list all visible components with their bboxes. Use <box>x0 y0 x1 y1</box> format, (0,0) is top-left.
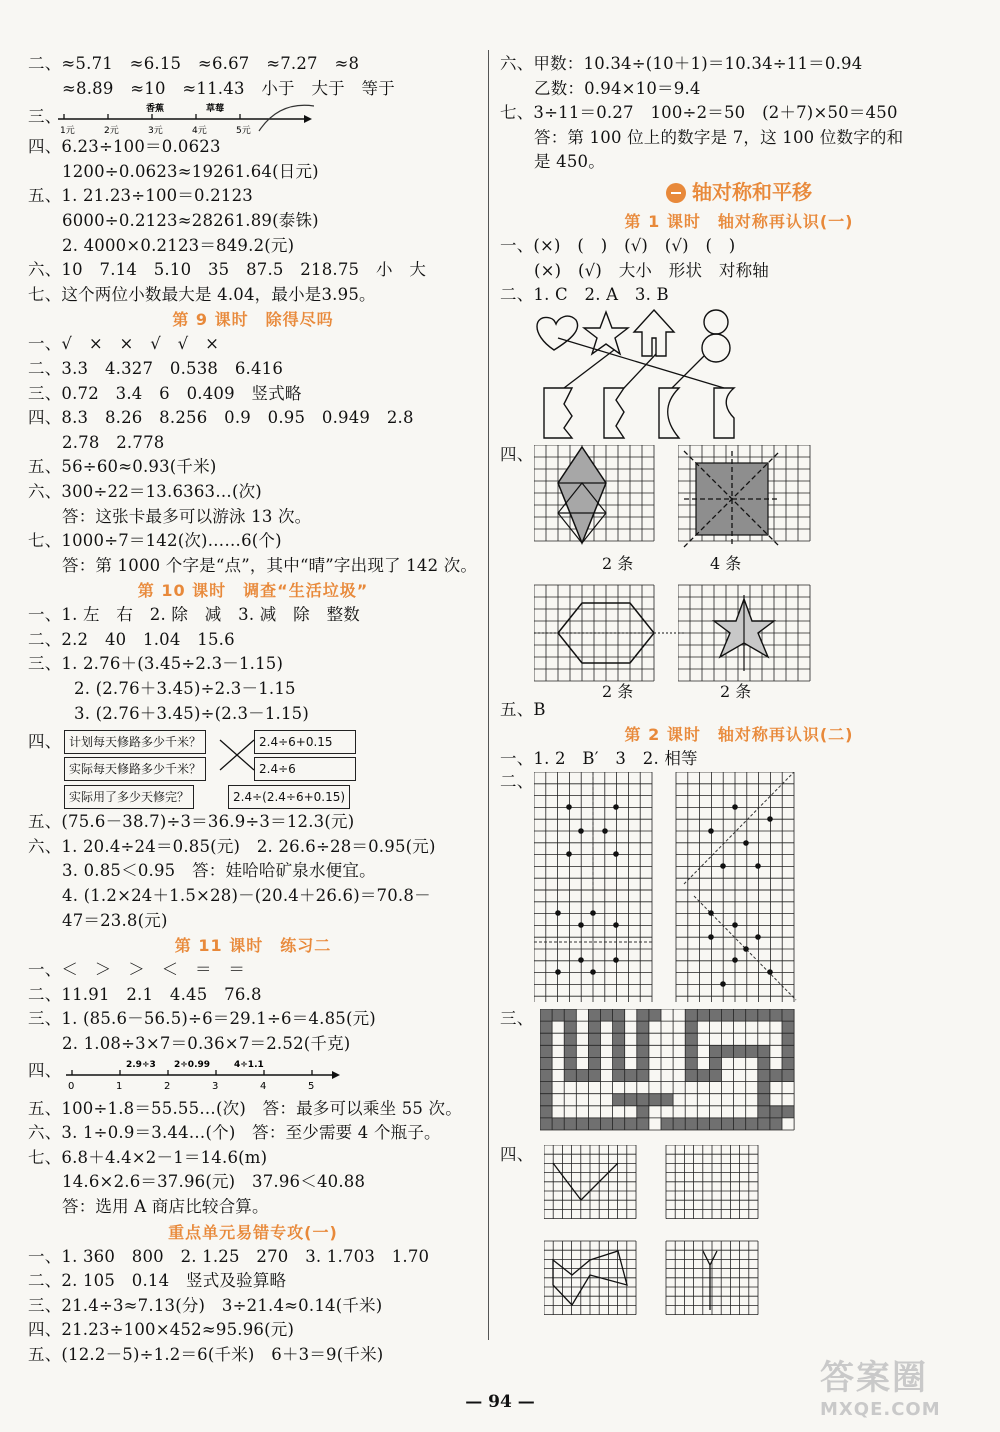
shaded-cell <box>661 1094 673 1106</box>
shaded-cell <box>782 1009 794 1021</box>
question-prefix: 三、 <box>500 1008 534 1028</box>
shaded-cell <box>673 1118 685 1130</box>
answer-line: 四、21.23÷100×452≈95.96(元) <box>28 1320 295 1340</box>
answer-line: 七、6.8＋4.4×2－1＝14.6(m) <box>28 1147 268 1167</box>
symmetry-dot-grids <box>500 772 978 1007</box>
answer-line: 1200÷0.0623≈19261.64(日元) <box>62 161 319 181</box>
answer-line: 3. 0.85＜0.95 答：娃哈哈矿泉水便宜。 <box>62 861 376 881</box>
shaded-cell <box>758 1094 770 1106</box>
shaded-cell <box>709 1057 721 1069</box>
shaded-cell <box>758 1082 770 1094</box>
answer-line: 三、1. (85.6－56.5)÷6＝29.1÷6＝4.85(元) <box>28 1009 376 1029</box>
answer-line: (×) (√) 大小 形状 对称轴 <box>534 260 769 280</box>
shaded-cell <box>552 1009 564 1021</box>
watermark-logo: 答案圈 <box>820 1358 928 1398</box>
shaded-cell <box>637 1094 649 1106</box>
shaded-cell <box>564 1057 576 1069</box>
shaded-cell <box>637 1106 649 1118</box>
left-column <box>28 52 478 1368</box>
shaded-cell <box>588 1057 600 1069</box>
shaded-letters-grid <box>540 1009 800 1141</box>
answer-line: 一、1. 左 右 2. 除 减 3. 减 除 整数 <box>28 605 360 625</box>
shaded-cell <box>613 1057 625 1069</box>
shaded-cell <box>540 1082 552 1094</box>
shaded-cell <box>661 1118 673 1130</box>
shaded-cell <box>685 1021 697 1033</box>
axis-count-label: 4 条 <box>710 553 742 573</box>
shaded-cell <box>722 1118 734 1130</box>
shaded-cell <box>564 1033 576 1045</box>
page-number: — 94 — <box>465 1392 535 1412</box>
match-right-box: 2.4÷(2.4÷6+0.15) <box>228 785 350 809</box>
shaded-cell <box>697 1009 709 1021</box>
shaded-cell <box>782 1045 794 1057</box>
symmetry-axes-grids <box>500 443 978 701</box>
shaded-cell <box>540 1069 552 1081</box>
lesson-heading: 第 2 课时 轴对称再认识(二) <box>624 725 854 745</box>
shaded-cell <box>758 1106 770 1118</box>
shaded-cell <box>685 1009 697 1021</box>
right-column <box>500 52 978 1340</box>
shaded-cell <box>564 1009 576 1021</box>
number-line-tick-label: 3元 <box>148 126 163 136</box>
shaded-cell <box>613 1033 625 1045</box>
shaded-cell <box>540 1009 552 1021</box>
answer-line: 三、21.4÷3≈7.13(分) 3÷21.4≈0.14(千米) <box>28 1295 383 1315</box>
shaded-cell <box>709 1009 721 1021</box>
answer-line: 4. (1.2×24＋1.5×28)－(20.4＋26.6)＝70.8－ <box>62 886 431 906</box>
shaded-cell <box>540 1021 552 1033</box>
shape-matching-figure <box>524 308 784 443</box>
answer-line: 七、这个两位小数最大是 4.04，最小是3.95。 <box>28 284 376 304</box>
answer-line: 是 450。 <box>534 152 605 172</box>
answer-line: 五、(12.2－5)÷1.2＝6(千米) 6＋3＝9(千米) <box>28 1344 384 1364</box>
lesson-heading: 第 10 课时 调查“生活垃圾” <box>137 581 369 601</box>
number-line-tick-label: 0 <box>68 1080 75 1092</box>
shaded-cell <box>637 1009 649 1021</box>
number-line-label: 草莓 <box>206 104 225 115</box>
shaded-cell <box>709 1069 721 1081</box>
shaded-cell <box>637 1057 649 1069</box>
number-line-tick-label: 4 <box>260 1080 267 1092</box>
answer-line: 三、1. 2.76＋(3.45÷2.3－1.15) <box>28 654 284 674</box>
shaded-cell <box>637 1069 649 1081</box>
shaded-cell <box>697 1069 709 1081</box>
answer-line: 47＝23.8(元) <box>62 910 168 930</box>
shaded-cell <box>637 1118 649 1130</box>
answer-line: 答：第 1000 个字是“点”，其中“晴”字出现了 142 次。 <box>62 555 478 575</box>
lesson-heading: 第 9 课时 除得尽吗 <box>172 310 334 330</box>
match-right-box: 2.4÷6+0.15 <box>254 730 356 754</box>
shaded-cell <box>613 1069 625 1081</box>
match-left-box: 实际每天修路多少千米？ <box>64 757 206 781</box>
watermark-url: MXQE.COM <box>820 1399 941 1420</box>
shaded-cell <box>770 1106 782 1118</box>
shaded-cell <box>758 1118 770 1130</box>
shaded-cell <box>588 1009 600 1021</box>
shaded-cell <box>782 1069 794 1081</box>
unit-heading <box>500 175 978 209</box>
answer-line: 六、甲数：10.34÷(10＋1)＝10.34÷11＝0.94 <box>500 54 863 73</box>
answer-line: 乙数：0.94×10＝9.4 <box>534 78 701 98</box>
column-divider <box>488 50 489 1340</box>
answer-line: 2.78 2.778 <box>62 432 165 452</box>
shaded-cell <box>782 1106 794 1118</box>
shaded-cell <box>588 1033 600 1045</box>
shaded-cell <box>649 1009 661 1021</box>
shaded-cell <box>540 1057 552 1069</box>
lesson-heading: 第 1 课时 轴对称再认识(一) <box>624 211 854 231</box>
number-line-label: 2.9÷3 <box>126 1059 156 1070</box>
shaded-cell <box>758 1045 770 1057</box>
number-line-prices <box>28 101 478 135</box>
number-line-tick-label: 2元 <box>104 126 119 136</box>
shaded-cell <box>770 1069 782 1081</box>
shaded-cell <box>601 1118 613 1130</box>
question-prefix: 四、 <box>500 444 534 464</box>
translation-grid-area <box>500 1007 978 1145</box>
lesson-heading: 重点单元易错专攻(一) <box>168 1222 338 1242</box>
tree-shape <box>634 310 674 356</box>
answer-line: 答：选用 A 商店比较合算。 <box>62 1196 269 1216</box>
shaded-cell <box>564 1069 576 1081</box>
site-watermark <box>820 1350 990 1425</box>
shaded-cell <box>552 1118 564 1130</box>
answer-line: 六、1. 20.4÷24＝0.85(元) 2. 26.6÷28＝0.95(元) <box>28 836 436 856</box>
number-line-label: 4÷1.1 <box>234 1059 264 1070</box>
answer-line: 二、2. 105 0.14 竖式及验算略 <box>28 1271 287 1291</box>
shaded-cell <box>613 1118 625 1130</box>
price-number-line <box>54 101 314 135</box>
completion-grids <box>500 1145 978 1340</box>
number-line-quotients <box>28 1057 478 1097</box>
shaded-cell <box>685 1069 697 1081</box>
shaded-cell <box>734 1009 746 1021</box>
answer-line: 答：第 100 位上的数字是 7，这 100 位数字的和 <box>534 127 904 147</box>
answer-line: 七、3÷11＝0.27 100÷2＝50 (2＋7)×50＝450 <box>500 103 898 123</box>
match-right-box: 2.4÷6 <box>254 757 356 781</box>
half-shape <box>659 388 679 438</box>
figure-completion-grid <box>544 1145 784 1340</box>
shaded-cell <box>685 1045 697 1057</box>
shaded-cell <box>722 1009 734 1021</box>
shaded-cell <box>685 1057 697 1069</box>
answer-line: 2. 1.08÷3×7＝0.36×7＝2.52(千克) <box>62 1034 351 1053</box>
shaded-cell <box>637 1021 649 1033</box>
answer-line: 14.6×2.6＝37.96(元) 37.96＜40.88 <box>62 1172 366 1192</box>
shaded-cell <box>613 1045 625 1057</box>
shaded-cell <box>564 1021 576 1033</box>
shaded-cell <box>540 1033 552 1045</box>
answer-line: 一、√ × × √ √ × <box>28 334 220 354</box>
number-line-tick-label: 1 <box>116 1080 123 1092</box>
question-prefix: 二、 <box>500 771 534 791</box>
shaded-cell <box>770 1118 782 1130</box>
gourd-shape <box>704 310 728 334</box>
shaded-cell <box>685 1118 697 1130</box>
answer-line: 一、(×) ( ) (√) (√) ( ) <box>500 235 736 255</box>
half-shape <box>604 388 624 438</box>
answer-line: 五、B <box>500 699 546 719</box>
shaded-cell <box>540 1045 552 1057</box>
answer-line: 六、300÷22＝13.6363…(次) <box>28 481 262 501</box>
axis-count-label: 2 条 <box>602 553 634 573</box>
shaded-cell <box>576 1069 588 1081</box>
answer-line: 七、1000÷7＝142(次)……6(个) <box>28 531 282 551</box>
shaded-cell <box>746 1118 758 1130</box>
number-line-tick-label: 1元 <box>60 126 75 136</box>
shaded-cell <box>734 1045 746 1057</box>
quotient-number-line <box>62 1057 352 1097</box>
answer-line: 五、100÷1.8＝55.55…(次) 答：最多可以乘坐 55 次。 <box>28 1098 462 1118</box>
axis-count-label: 2 条 <box>602 681 634 701</box>
number-line-tick-label: 2 <box>164 1080 171 1092</box>
answer-line: 2. 4000×0.2123＝849.2(元) <box>62 235 295 255</box>
answer-line: 四、6.23÷100＝0.0623 <box>28 137 221 157</box>
axis-count-label: 2 条 <box>720 681 752 701</box>
answer-line: 2. (2.76＋3.45)÷2.3－1.15 <box>74 679 296 699</box>
shaded-cell <box>722 1045 734 1057</box>
shaded-cell <box>588 1069 600 1081</box>
shaded-cell <box>746 1009 758 1021</box>
matching-lines <box>218 732 258 782</box>
shaded-cell <box>564 1118 576 1130</box>
heart-shape <box>537 316 578 350</box>
answer-line: 二、11.91 2.1 4.45 76.8 <box>28 984 262 1004</box>
shaded-cell <box>758 1057 770 1069</box>
answer-line: 六、10 7.14 5.10 35 87.5 218.75 小 大 <box>28 260 427 280</box>
shaded-cell <box>685 1033 697 1045</box>
shaded-cell <box>649 1094 661 1106</box>
match-left-box: 实际用了多少天修完？ <box>64 785 194 809</box>
number-line-tick-label: 5 <box>308 1080 315 1092</box>
answer-line: 四、8.3 8.26 8.256 0.9 0.95 0.949 2.8 <box>28 408 414 428</box>
question-prefix: 四、 <box>28 732 62 752</box>
shaded-cell <box>540 1094 552 1106</box>
answer-line: 五、1. 21.23÷100＝0.2123 <box>28 186 253 206</box>
half-shape <box>714 388 734 438</box>
dot-grid-figure <box>534 772 814 1002</box>
answer-line: 二、2.2 40 1.04 15.6 <box>28 629 235 649</box>
shaded-cell <box>625 1118 637 1130</box>
answer-line: 六、3. 1÷0.9＝3.44…(个) 答：至少需要 4 个瓶子。 <box>28 1123 441 1143</box>
shaded-cell <box>782 1057 794 1069</box>
question-prefix: 三、 <box>28 107 62 127</box>
answer-line: 二、≈5.71 ≈6.15 ≈6.67 ≈7.27 ≈8 <box>28 54 360 73</box>
matching-exercise <box>28 726 478 810</box>
shaded-cell <box>758 1069 770 1081</box>
shaded-cell <box>758 1009 770 1021</box>
shaded-cell <box>770 1009 782 1021</box>
shaded-cell <box>637 1033 649 1045</box>
answer-line: 一、1. 360 800 2. 1.25 270 3. 1.703 1.70 <box>28 1246 430 1266</box>
shaded-cell <box>588 1045 600 1057</box>
shaded-cell <box>734 1118 746 1130</box>
answer-line: 五、56÷60≈0.93(千米) <box>28 457 217 477</box>
shaded-cell <box>588 1118 600 1130</box>
half-shape <box>544 388 572 438</box>
shaded-cell <box>613 1009 625 1021</box>
answer-line: 二、1. C 2. A 3. B <box>500 285 669 305</box>
shaded-cell <box>697 1118 709 1130</box>
shaded-cell <box>625 1069 637 1081</box>
answer-line: 一、1. 2 B′ 3 2. 相等 <box>500 749 698 769</box>
answer-line: 6000÷0.2123≈28261.89(泰铢) <box>62 210 319 230</box>
answer-line: 三、0.72 3.4 6 0.409 竖式略 <box>28 383 302 403</box>
shaded-cell <box>709 1045 721 1057</box>
shaded-cell <box>613 1021 625 1033</box>
question-prefix: 四、 <box>28 1060 62 1080</box>
answer-line: 二、3.3 4.327 0.538 6.416 <box>28 358 284 378</box>
shaded-cell <box>782 1033 794 1045</box>
shaded-cell <box>709 1118 721 1130</box>
shaded-cell <box>576 1118 588 1130</box>
question-prefix: 四、 <box>500 1144 534 1164</box>
shaded-cell <box>782 1021 794 1033</box>
number-line-label: 香蕉 <box>146 104 165 115</box>
answer-line: 3. (2.76＋3.45)÷(2.3－1.15) <box>74 703 310 723</box>
number-line-label: 2÷0.99 <box>174 1059 211 1070</box>
unit-marker-icon <box>666 183 686 203</box>
shaded-cell <box>746 1045 758 1057</box>
shaded-cell <box>540 1106 552 1118</box>
shaded-cell <box>540 1118 552 1130</box>
answer-line: 一、＜ ＞ ＞ ＜ ＝ ＝ <box>28 960 246 980</box>
shaded-cell <box>588 1021 600 1033</box>
answer-line: 五、(75.6－38.7)÷3＝36.9÷3＝12.3(元) <box>28 812 355 832</box>
unit-title: 轴对称和平移 <box>692 179 812 204</box>
shaded-cell <box>601 1009 613 1021</box>
shaded-cell <box>625 1094 637 1106</box>
number-line-tick-label: 4元 <box>192 126 207 136</box>
number-line-tick-label: 3 <box>212 1080 219 1092</box>
number-line-tick-label: 5元 <box>236 126 251 136</box>
match-left-box: 计划每天修路多少千米？ <box>64 730 206 754</box>
shaded-cell <box>613 1094 625 1106</box>
answer-line: ≈8.89 ≈10 ≈11.43 小于 大于 等于 <box>62 78 395 98</box>
answer-line: 答：这张卡最多可以游泳 13 次。 <box>62 506 312 526</box>
lesson-heading: 第 11 课时 练习二 <box>174 936 332 956</box>
shaded-cell <box>637 1045 649 1057</box>
shaded-cell <box>564 1045 576 1057</box>
